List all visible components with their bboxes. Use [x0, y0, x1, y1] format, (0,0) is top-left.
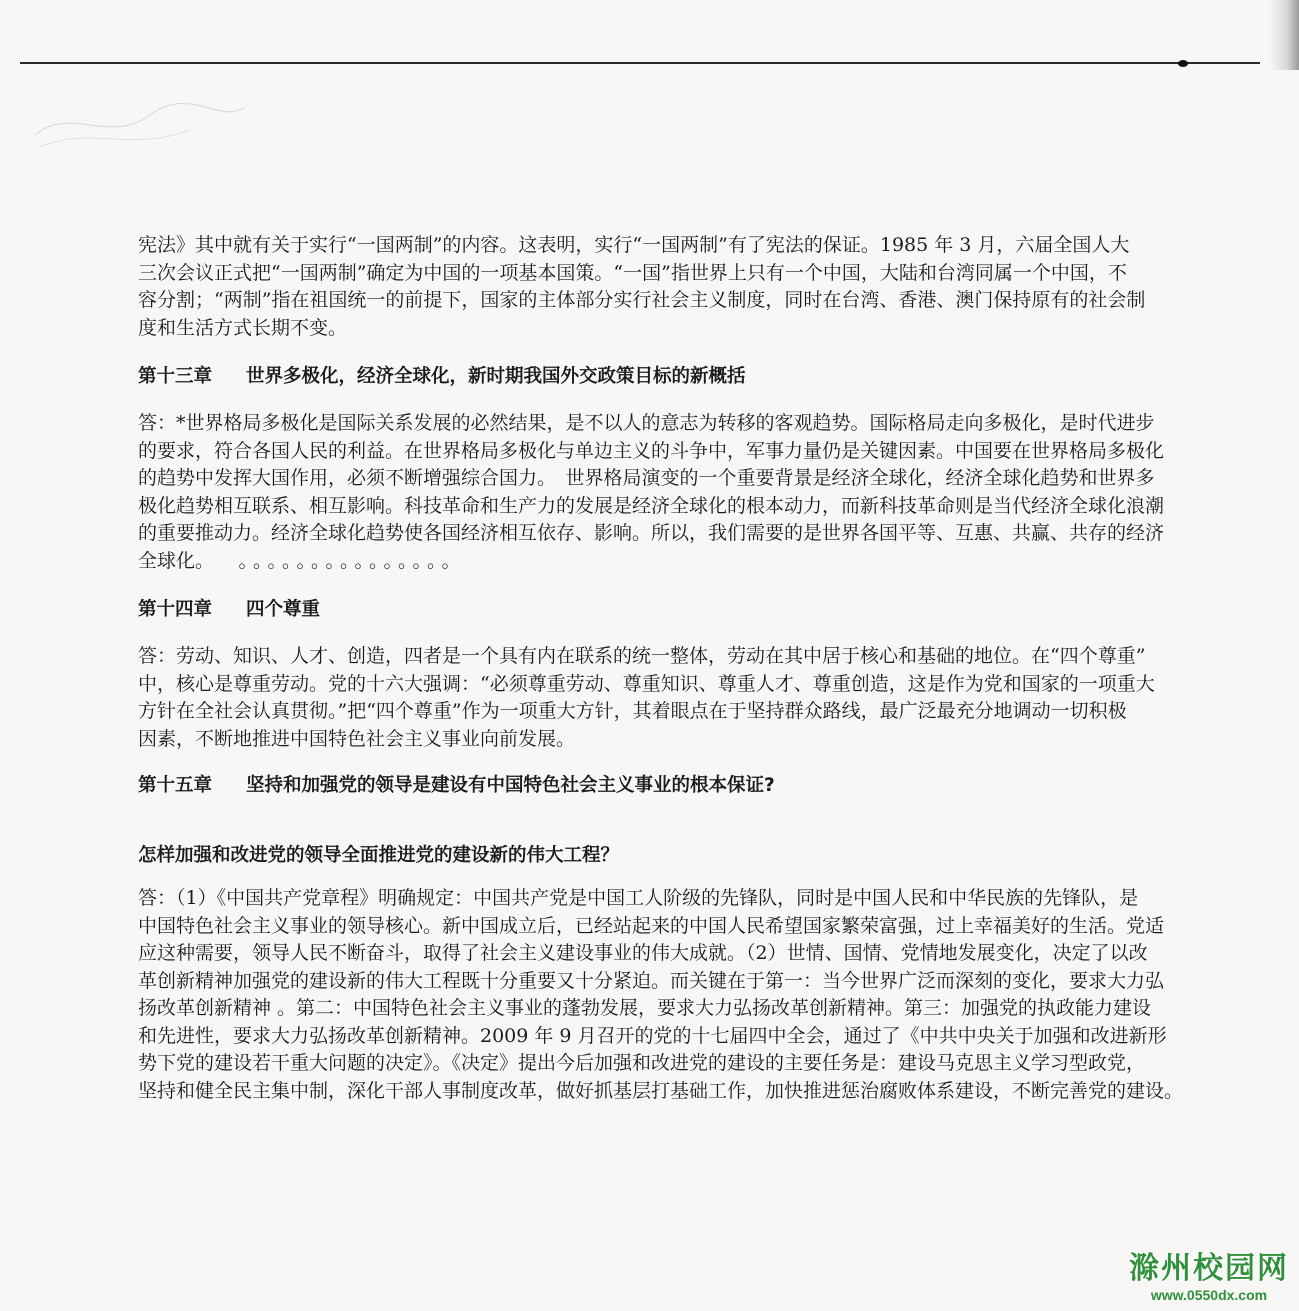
paragraph-line: 方针在全社会认真贯彻。”把“四个尊重”作为一项重大方针，其着眼点在于坚持群众路线，最广泛最充分地调动一切积极: [138, 700, 1127, 722]
chapter-14-answer: [138, 643, 1200, 753]
scan-rule-line: [20, 62, 1260, 64]
chapter-15-heading: [138, 773, 1200, 799]
chapter-title: 四个尊重: [246, 599, 321, 620]
chapter-title: 世界多极化，经济全球化，新时期我国外交政策目标的新概括: [246, 366, 746, 387]
scan-smudge: [30, 95, 250, 155]
chapter-15-answer: [138, 885, 1200, 1105]
chapter-15-question: 怎样加强和改进党的领导全面推进党的建设新的伟大工程？: [138, 845, 620, 866]
document-body: [138, 232, 1200, 1105]
paragraph-line: 的趋势中发挥大国作用，必须不断增强综合国力。 世界格局演变的一个重要背景是经济全球化，经济全球化趋势和世界多: [138, 467, 1155, 489]
paragraph-line: 答：（1）《中国共产党章程》明确规定：中国共产党是中国工人阶级的先锋队，同时是中国人民和中华民族的先锋队，是: [138, 887, 1139, 909]
chapter-number: 第十三章: [138, 366, 213, 387]
ellipsis-dots: 。。。。。。。。。。。。。。。: [238, 549, 466, 572]
chapter-13-heading: [138, 364, 1200, 390]
paragraph-line: 极化趋势相互联系、相互影响。科技革命和生产力的发展是经济全球化的根本动力，而新科技革命则是当代经济全球化浪潮: [138, 494, 1165, 517]
paragraph-line: 和先进性，要求大力弘扬改革创新精神。2009 年 9 月召开的党的十七届四中全会，通过了《中共中央关于加强和改进新形: [138, 1024, 1167, 1047]
watermark-url: www.0550dx.com: [1150, 1287, 1268, 1303]
paragraph-line: 革创新精神加强党的建设新的伟大工程既十分重要又十分紧迫。而关键在于第一：当今世界广泛而深刻的变化，要求大力弘: [138, 969, 1165, 992]
last-line-text: 全球化。: [138, 549, 205, 572]
paragraph-line: 度和生活方式长期不变。: [138, 316, 348, 339]
chapter-number: 第十四章: [138, 599, 213, 620]
paragraph-line: 中国特色社会主义事业的领导核心。新中国成立后，已经站起来的中国人民希望国家繁荣富强，过上幸福美好的生活。党适: [138, 914, 1165, 937]
paragraph-line: 中，核心是尊重劳动。党的十六大强调：“必须尊重劳动、尊重知识、尊重人才、尊重创造，这是作为党和国家的一项重大: [138, 672, 1155, 695]
paragraph-line: 的重要推动力。经济全球化趋势使各国经济相互依存、影响。所以，我们需要的是世界各国平等、互惠、共赢、共存的经济: [138, 522, 1165, 544]
paragraph-line: 扬改革创新精神 。第二：中国特色社会主义事业的蓬勃发展，要求大力弘扬改革创新精神。第三：加强党的执政能力建设: [138, 997, 1152, 1019]
chapter-number: 第十五章: [138, 775, 213, 796]
paragraph-line: 三次会议正式把“一国两制”确定为中国的一项基本国策。“一国”指世界上只有一个中国，大陆和台湾同属一个中国，不: [138, 261, 1127, 284]
paragraph-line: 答：*世界格局多极化是国际关系发展的必然结果，是不以人的意志为转移的客观趋势。国际格局走向多极化，是时代进步: [138, 412, 1155, 434]
chapter-title: 坚持和加强党的领导是建设有中国特色社会主义事业的根本保证?: [246, 775, 775, 796]
scan-edge-shadow: [1269, 0, 1299, 70]
paragraph-line: 宪法》其中就有关于实行“一国两制”的内容。这表明，实行“一国两制”有了宪法的保证。1985 年 3 月，六届全国人大: [138, 234, 1130, 256]
chapter-13-answer: [138, 410, 1200, 575]
intro-paragraph: [138, 232, 1200, 342]
paragraph-line: 势下党的建设若干重大问题的决定》。《决定》提出今后加强和改进党的建设的主要任务是：建设马克思主义学习型政党，: [138, 1052, 1146, 1074]
scan-speck: [1178, 60, 1188, 67]
paragraph-line: 因素，不断地推进中国特色社会主义事业向前发展。: [138, 727, 576, 750]
site-watermark: [1129, 1251, 1289, 1305]
paragraph-line: 的要求，符合各国人民的利益。在世界格局多极化与单边主义的斗争中，军事力量仍是关键因素。中国要在世界格局多极化: [138, 439, 1165, 462]
paragraph-line: 容分割；“两制”指在祖国统一的前提下，国家的主体部分实行社会主义制度，同时在台湾、香港、澳门保持原有的社会制: [138, 289, 1146, 311]
watermark-title: 滁州校园网: [1129, 1251, 1289, 1286]
chapter-14-heading: [138, 597, 1200, 623]
paragraph-line: 答：劳动、知识、人才、创造，四者是一个具有内在联系的统一整体，劳动在其中居于核心和基础的地位。在“四个尊重”: [138, 645, 1146, 667]
paragraph-line: 坚持和健全民主集中制，深化干部人事制度改革，做好抓基层打基础工作，加快推进惩治腐败体系建设，不断完善党的建设。: [138, 1079, 1184, 1102]
paragraph-line: [138, 548, 1200, 576]
paragraph-line: 应这种需要，领导人民不断奋斗，取得了社会主义建设事业的伟大成就。（2）世情、国情、党情地发展变化，决定了以改: [138, 942, 1148, 964]
